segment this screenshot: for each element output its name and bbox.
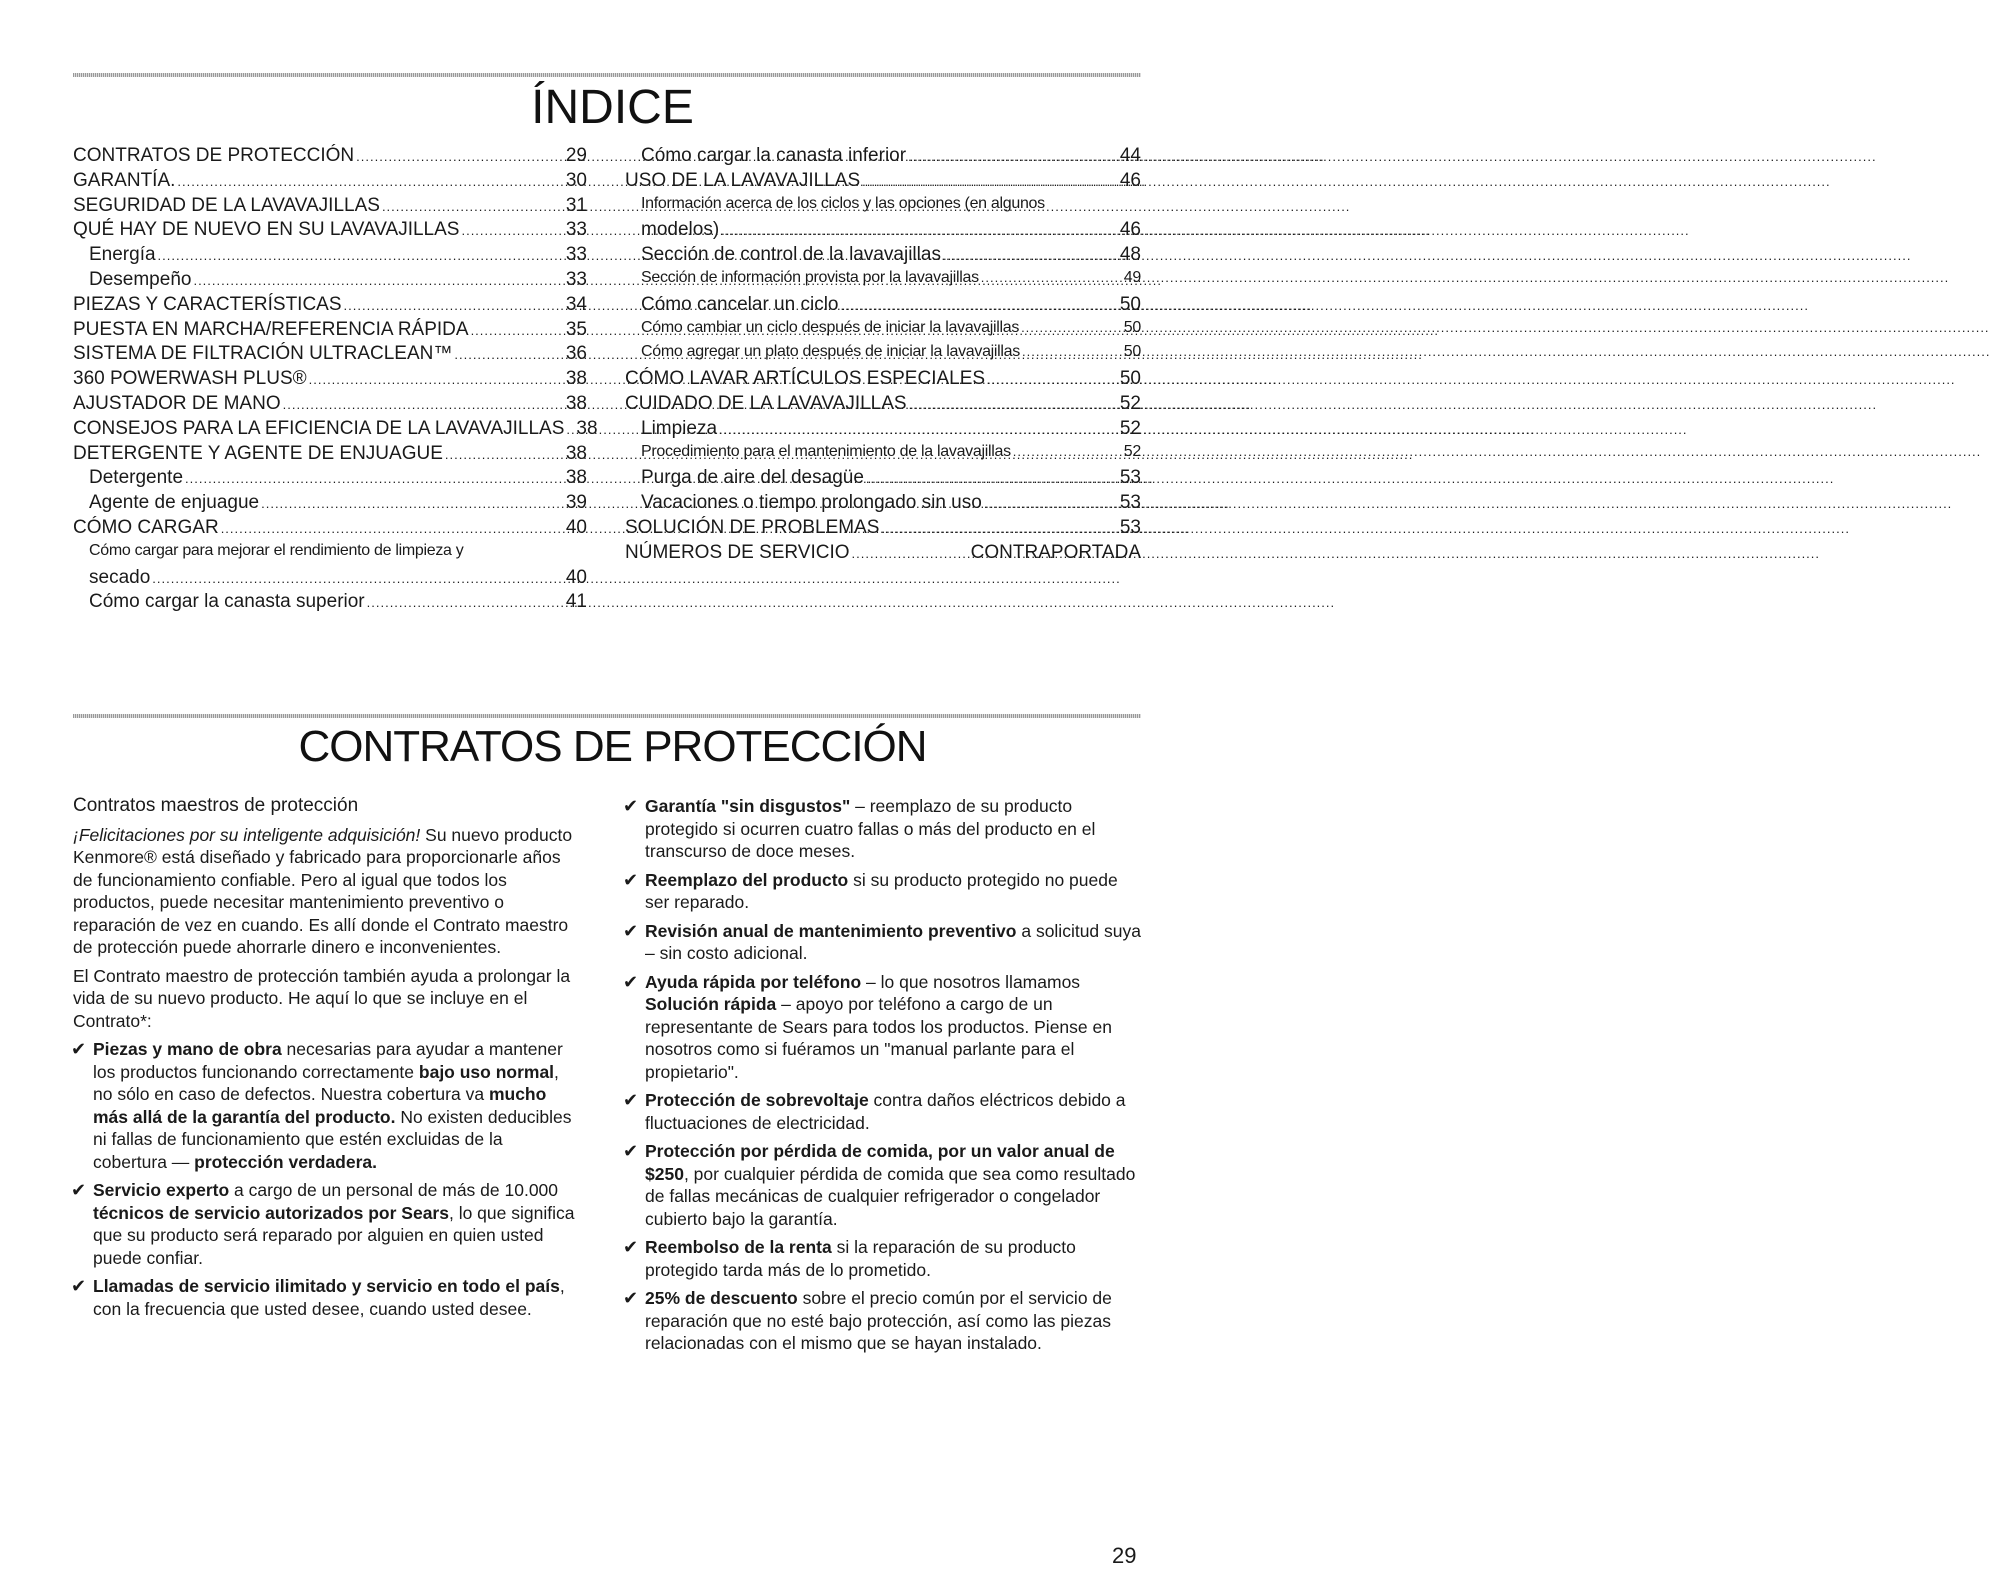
benefit-text: No existen deducibles ni fallas de funcionamiento que estén excluidas de la cobertura — [93,1106,572,1172]
page-number: 29 [1112,1543,1137,1568]
toc-entry-page: 33 [565,219,587,241]
toc-entry [625,369,1141,394]
toc-entry-page: 33 [565,244,587,266]
toc-entry [73,568,587,593]
checkmark-icon: ✔ [623,1237,639,1257]
toc-leader-dots [987,369,1118,388]
toc-entry-label: CÓMO CARGAR [73,516,219,538]
intro-text: Su nuevo producto Kenmore® está diseñado y fabricado para proporcionarle años de funcionamiento confiable. Pero al igual que todos los productos, puede necesitar mantenimiento preventivo o reparación de vez en cuando. Es allí donde el Contrato maestro de protección puede ahorrarle dinero e inconvenientes. [73,824,573,957]
checkmark-icon: ✔ [623,1288,639,1308]
toc-entry-page: 40 [565,566,587,588]
benefit-bold-text: protección verdadera. [194,1151,378,1172]
benefit-text: – lo que nosotros llamamos [861,971,1081,992]
benefit-text: si la reparación de su producto protegido tarda más de lo prometido. [645,1237,1076,1280]
toc-entry [73,394,587,419]
benefit-bold-text: Garantía "sin disgustos" [645,796,851,816]
toc-entry-label: QUÉ HAY DE NUEVO EN SU LAVAVAJILLAS [73,219,460,241]
benefit-text: , con la frecuencia que usted desee, cuando usted desee. [93,1276,565,1319]
toc-entry-page: 53 [1119,467,1141,489]
toc-left-column [73,145,598,617]
toc-entry [625,320,1141,345]
toc-entry-text: Cómo cargar para mejorar el rendimiento de limpieza y [89,541,464,559]
benefit-item [625,795,1141,863]
benefit-text: sobre el precio común por el servicio de reparación que no esté bajo protección, así como las piezas relacionadas con el mismo que se hayan instalado. [645,1288,1112,1353]
toc-leader-dots [852,543,969,562]
checkmark-icon: ✔ [71,1180,87,1200]
benefit-list-left [73,1038,581,1320]
toc-leader-dots [309,369,564,388]
benefit-text: a cargo de un personal de más de 10.000 [229,1180,559,1200]
toc-leader-dots [1021,320,1122,336]
checkmark-icon: ✔ [71,1276,87,1296]
toc-leader-dots [221,518,564,537]
benefit-text: necesarias para ayudar a mantener los productos funcionando correctamente [93,1039,563,1082]
toc-entry [625,344,1141,369]
toc-leader-dots [344,295,564,314]
toc-leader-dots [862,171,1118,190]
toc-entry [625,295,1141,320]
toc-entry-label: Sección de información provista por la lavavajillas [641,268,979,286]
toc-entry [625,270,1141,295]
checkmark-icon: ✔ [623,1141,639,1161]
toc-entry-label: modelos) [641,219,720,241]
toc-entry [625,171,1141,196]
toc-leader-dots [1013,444,1122,460]
benefit-text: , no sólo en caso de defectos. Nuestra cobertura va [93,1061,559,1104]
benefit-bold-text: bajo uso normal [418,1061,555,1082]
benefit-text: , lo que significa que su producto será reparado por alguien en quien usted puede confiar. [93,1202,575,1268]
toc-leader-dots [152,568,564,587]
toc-entry [73,320,587,345]
toc-entry-page: 53 [1119,492,1141,514]
contracts-intro [73,824,581,959]
checkmark-icon: ✔ [623,1090,639,1110]
toc-leader-dots [185,468,564,487]
toc-entry-label: PUESTA EN MARCHA/REFERENCIA RÁPIDA [73,318,469,340]
toc-entry-label: Vacaciones o tiempo prolongado sin uso [641,492,982,514]
benefit-list-right [625,795,1141,1355]
toc-entry-page: 52 [1119,417,1141,439]
toc-entry-label: USO DE LA LAVAVAJILLAS [625,169,861,191]
index-title: ÍNDICE [531,81,694,134]
toc-entry-page: 50 [1123,343,1141,361]
benefit-bold-text: Protección de sobrevoltaje [645,1090,869,1110]
toc-entry-text: Información acerca de los ciclos y las opciones (en algunos [641,194,1045,212]
toc-entry-label: 360 POWERWASH PLUS® [73,368,307,390]
toc-leader-dots [719,419,1118,438]
toc-entry-label: DETERGENTE Y AGENTE DE ENJUAGUE [73,442,443,464]
benefit-bold-text: mucho más allá de la garantía del producto. [93,1084,547,1127]
toc-entry-label: Cómo cancelar un ciclo [641,293,839,315]
toc-entry [625,220,1141,245]
benefit-bold-text: Llamadas de servicio ilimitado y servicio en todo el país [93,1276,560,1296]
toc-entry [625,146,1141,171]
toc-entry-label: PIEZAS Y CARACTERÍSTICAS [73,293,342,315]
toc-entry-label: GARANTÍA. [73,169,176,191]
toc-entry [625,468,1141,493]
toc-entry [73,344,587,369]
toc-entry-page: 33 [565,268,587,290]
toc-entry-page: 41 [565,591,587,613]
toc-entry [73,592,587,617]
benefit-item [625,869,1141,914]
toc-entry [625,394,1141,419]
toc-leader-dots [261,493,564,512]
toc-entry-page: 49 [1123,268,1141,286]
toc-entry-page: 30 [565,169,587,191]
contracts-subhead: Contratos maestros de protección [73,795,359,816]
benefit-text: – apoyo por teléfono a cargo de un representante de Sears para todos los productos. Piense en nosotros como si fuéramos un "manual parlante para el propietario". [645,994,1112,1082]
benefit-text: – reemplazo de su producto protegido si ocurren cuatro fallas o más del producto en el transcurso de doce meses. [645,796,1096,861]
toc-entry [73,196,587,221]
toc-entry-label: CÓMO LAVAR ARTÍCULOS ESPECIALES [625,368,986,390]
toc-leader-dots [909,394,1118,413]
toc-entry-label: CONSEJOS PARA LA EFICIENCIA DE LA LAVAVAJILLAS [73,417,565,439]
checkmark-icon: ✔ [623,869,639,890]
toc-entry-label: Limpieza [641,417,718,439]
toc-leader-dots [471,320,564,339]
toc-entry-label: Sección de control de la lavavajillas [641,244,941,266]
toc-leader-dots [158,245,564,264]
toc-entry [73,245,587,270]
toc-entry [73,295,587,320]
toc-entry-page: 38 [565,368,587,390]
toc-leader-dots [367,592,564,611]
contracts-left-column [73,795,581,1326]
toc-entry [625,444,1141,469]
toc-entry-page: 53 [1119,516,1141,538]
toc-entry-page: 38 [576,417,598,439]
checkmark-icon: ✔ [623,920,639,941]
benefit-bold-text: técnicos de servicio autorizados por Sears [93,1202,449,1223]
checkmark-icon: ✔ [71,1039,87,1059]
benefit-item [625,1236,1141,1281]
toc-entry-page: 34 [565,293,587,315]
toc-entry-page: 50 [1123,318,1141,336]
toc-entry-page: 50 [1119,293,1141,315]
toc-leader-dots [1022,344,1122,360]
benefit-bold-text: Reemplazo del producto [645,869,849,890]
benefit-bold-text: Servicio experto [93,1180,230,1200]
toc-entry-label: NÚMEROS DE SERVICIO [625,541,850,563]
toc-entry-label: SISTEMA DE FILTRACIÓN ULTRACLEAN™ [73,343,453,365]
toc-entry [73,493,587,518]
toc-entry-label: AJUSTADOR DE MANO [73,392,281,414]
toc-entry-page: 52 [1123,442,1141,460]
toc-entry-label: CUIDADO DE LA LAVAVAJILLAS [625,392,907,414]
toc-entry-label: Purga de aire del desagüe [641,467,864,489]
toc-entry-page: 35 [565,318,587,340]
toc-entry-page: 48 [1119,244,1141,266]
toc-entry-page: 46 [1119,219,1141,241]
toc-entry [73,468,587,493]
toc-leader-dots [908,146,1118,165]
toc-leader-dots [943,245,1118,264]
toc-entry-page: 38 [565,392,587,414]
toc-entry-label: CONTRATOS DE PROTECCIÓN [73,145,355,166]
toc-entry-page: 40 [565,516,587,538]
toc-entry [73,518,587,543]
toc-entry-label: secado [89,566,151,588]
toc-entry-label: Procedimiento para el mantenimiento de la lavavajillas [641,442,1011,460]
toc-entry-label: Cómo agregar un plato después de iniciar la lavavajillas [641,343,1020,361]
benefit-bold-text: Protección por pérdida de comida, por un valor anual de $250 [645,1141,1115,1184]
benefit-item [625,920,1141,965]
benefit-item [73,1038,581,1173]
toc-leader-dots [840,295,1117,314]
checkmark-icon: ✔ [623,971,639,992]
contracts-paragraph-2: El Contrato maestro de protección también ayuda a prolongar la vida de su nuevo producto. He aquí lo que se incluye en el Contrato*: [73,965,571,1031]
toc-entry [625,493,1141,518]
toc-entry-label: Cómo cargar la canasta inferior [641,145,907,166]
benefit-item [625,1287,1141,1355]
benefit-bold-text: Reembolso de la renta [645,1237,832,1257]
toc-entry [73,146,587,171]
intro-congrats: ¡Felicitaciones por su inteligente adquisición! [73,824,421,845]
toc-entry [73,220,587,245]
benefit-bold-text: Piezas y mano de obra [93,1039,282,1059]
toc-leader-dots [454,344,563,363]
toc-entry-page: 36 [565,343,587,365]
toc-entry-page: 52 [1119,392,1141,414]
toc-entry [73,417,598,444]
toc-entry-label: Desempeño [89,268,192,290]
toc-leader-dots [382,196,564,215]
toc-entry-page: 29 [565,145,587,166]
top-divider [73,73,1141,77]
toc-entry-label: SEGURIDAD DE LA LAVAVAJILLAS [73,194,380,216]
benefit-bold-text: Ayuda rápida por teléfono [645,971,862,992]
toc-entry-page: CONTRAPORTADA [970,541,1141,563]
benefit-item [625,1140,1141,1230]
toc-entry [625,245,1141,270]
benefit-bold-text: Revisión anual de mantenimiento preventivo [645,920,1017,941]
toc-leader-dots [981,270,1122,286]
toc-entry [73,444,587,469]
toc-entry [73,270,587,295]
toc-entry [73,171,587,196]
toc-entry [625,419,1141,444]
toc-entry-page: 46 [1119,169,1141,191]
toc-leader-dots [177,171,563,190]
toc-leader-dots [445,444,564,463]
benefit-item [73,1275,581,1320]
toc-leader-dots [881,518,1117,537]
middle-divider [73,714,1141,718]
toc-entry-page: 31 [565,194,587,216]
toc-entry [625,543,1141,568]
benefit-bold-text: Solución rápida [645,994,777,1014]
toc-leader-dots [461,220,563,239]
toc-leader-dots [866,468,1118,487]
benefit-bold-text: 25% de descuento [645,1288,798,1308]
checkmark-icon: ✔ [623,796,639,816]
toc-entry [625,518,1141,543]
toc-entry-page: 38 [565,467,587,489]
toc-entry-page: 39 [565,492,587,514]
toc-entry-page: 50 [1119,368,1141,390]
toc-leader-dots [566,419,574,438]
toc-entry-label: Energía [89,244,156,266]
benefit-text: a solicitud suya – sin costo adicional. [645,920,1141,963]
benefit-text: , por cualquier pérdida de comida que sea como resultado de fallas mecánicas de cualquier refrigerador o congelador cubierto bajo la garantía. [645,1163,1136,1229]
toc-leader-dots [721,220,1118,239]
toc-entry-label: Cómo cambiar un ciclo después de iniciar la lavavajillas [641,318,1020,336]
benefit-item [73,1179,581,1269]
contracts-right-column [625,795,1141,1361]
toc-entry [73,369,587,394]
benefit-text: contra daños eléctricos debido a fluctuaciones de electricidad. [645,1090,1126,1133]
toc-leader-dots [356,146,564,165]
toc-entry-page: 44 [1119,145,1141,166]
benefit-item [625,1089,1141,1134]
toc-leader-dots [984,493,1118,512]
toc-entry-label: Detergente [89,467,184,489]
toc-entry-label: Cómo cargar la canasta superior [89,591,365,613]
toc-entry-page: 38 [565,442,587,464]
benefit-item [625,971,1141,1084]
toc-leader-dots [193,270,563,289]
toc-entry-label: SOLUCIÓN DE PROBLEMAS [625,516,880,538]
toc-entry-label: Agente de enjuague [89,492,260,514]
contracts-title: CONTRATOS DE PROTECCIÓN [298,722,927,771]
benefit-text: si su producto protegido no puede ser reparado. [645,869,1118,912]
toc-leader-dots [283,394,564,413]
toc-right-column [625,146,1141,568]
